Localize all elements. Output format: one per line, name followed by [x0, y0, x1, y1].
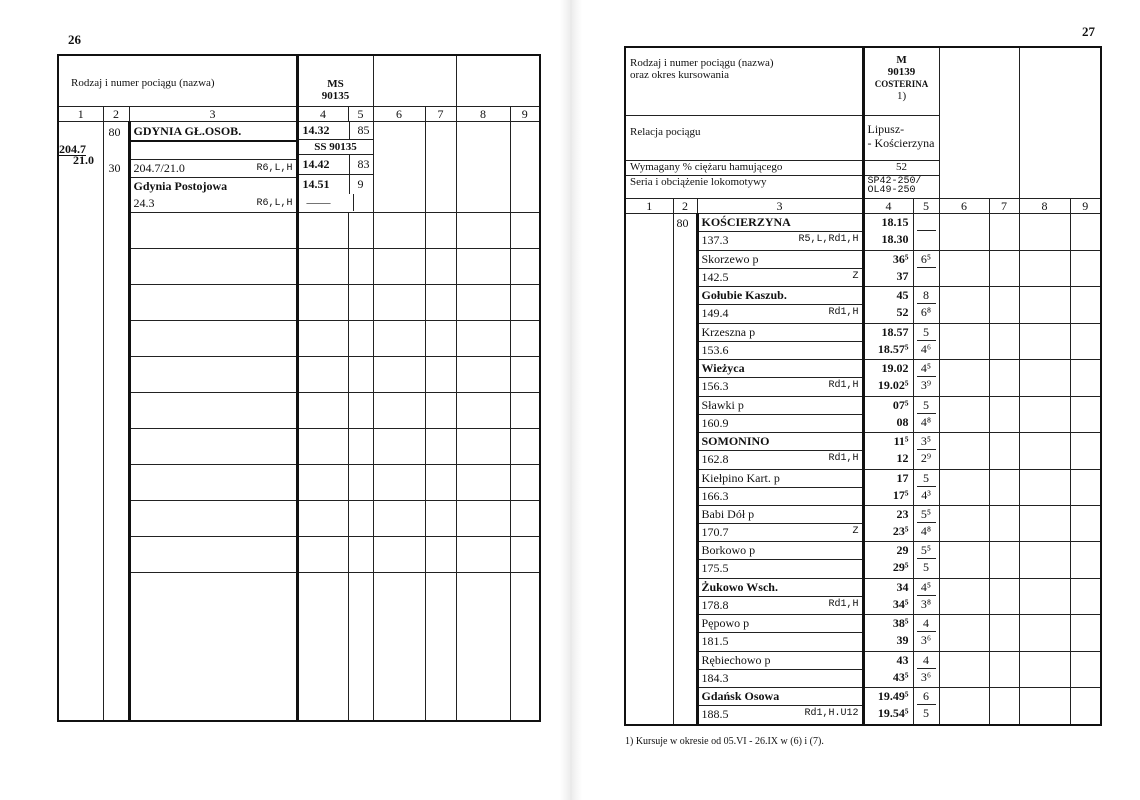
c6	[939, 506, 989, 542]
rcol-5: 5	[913, 198, 939, 214]
right-train-note: 1)	[896, 90, 907, 102]
time-cell	[863, 433, 913, 469]
col-1: 1	[58, 106, 103, 121]
station-row	[625, 250, 1101, 286]
station-km: 162.8	[701, 452, 729, 467]
left-split-km: 204.7/21.0	[133, 160, 185, 175]
c6	[939, 323, 989, 359]
station-km: 166.3	[701, 488, 729, 503]
run-cell	[913, 433, 939, 469]
page-fold	[560, 0, 582, 800]
station-codes: Rd1,H	[828, 380, 859, 392]
station-cell	[697, 396, 863, 432]
c6	[939, 214, 989, 250]
station-row	[625, 214, 1101, 250]
c6	[939, 615, 989, 651]
left-time-2: 14.42	[302, 156, 330, 171]
run-cell	[913, 469, 939, 505]
run-time: 4⁵	[920, 579, 932, 594]
rcol-8: 8	[1019, 198, 1070, 214]
c9	[1070, 214, 1101, 250]
station-cell	[697, 615, 863, 651]
station-cell	[697, 469, 863, 505]
arrival-time: 19.49⁵	[877, 689, 909, 704]
rcol-6: 6	[939, 198, 989, 214]
c6	[939, 469, 989, 505]
arrival-time: 38⁵	[892, 616, 909, 631]
station-name: Żukowo Wsch.	[699, 579, 862, 597]
station-row	[625, 323, 1101, 359]
right-header-line2: oraz okres kursowania	[630, 69, 729, 81]
station-name: Pępowo p	[699, 615, 862, 633]
c9	[1070, 323, 1101, 359]
left-dash: ——	[306, 194, 331, 209]
station-name: Borkowo p	[699, 542, 862, 560]
departure-time: 18.57⁵	[877, 341, 909, 356]
right-km-cell	[625, 214, 673, 725]
departure-time: 17⁵	[892, 487, 909, 502]
c9	[1070, 250, 1101, 286]
run-cell	[913, 506, 939, 542]
station-codes: Z	[852, 526, 859, 537]
run-time-2: 6⁸	[917, 303, 936, 320]
station-row	[625, 469, 1101, 505]
departure-time: 23⁵	[892, 524, 909, 538]
departure-time: 19.54⁵	[877, 706, 909, 721]
left-postojowa-km: 24.3	[133, 195, 155, 210]
arrival-time: 11⁵	[893, 434, 909, 449]
arrival-time: 19.02	[881, 361, 909, 376]
left-speed-1: 80	[108, 124, 121, 139]
station-row	[625, 287, 1101, 323]
col-3: 3	[129, 106, 297, 121]
run-time-2: 3⁸	[917, 595, 936, 612]
time-cell	[863, 506, 913, 542]
c7	[989, 287, 1019, 323]
arrival-time: 23	[896, 507, 909, 521]
run-time: 4	[923, 652, 930, 667]
station-codes: Rd1,H	[828, 307, 859, 319]
run-time: 5	[923, 324, 930, 339]
c6	[939, 542, 989, 578]
right-loco-line2: OL49-250	[867, 184, 916, 196]
right-train-id	[863, 47, 939, 116]
left-train-number: 90135	[321, 90, 350, 102]
station-cell	[697, 323, 863, 359]
run-time: 3⁵	[920, 434, 932, 449]
right-timetable	[624, 46, 1102, 726]
c6	[939, 360, 989, 396]
left-postojowa-codes: R6,L,H	[256, 197, 293, 209]
left-header-label: Rodzaj i numer pociągu (nazwa)	[58, 55, 297, 106]
c9	[1070, 287, 1101, 323]
run-cell	[913, 651, 939, 687]
run-time-2: 4⁸	[917, 413, 936, 430]
right-header-empty-2	[1019, 47, 1101, 198]
departure-time: 29⁵	[892, 560, 909, 575]
c7	[989, 360, 1019, 396]
left-c6	[373, 121, 425, 212]
right-loco-label: Seria i obciążenie lokomotywy	[625, 175, 863, 198]
left-timetable	[57, 54, 541, 722]
run-time-2: 5	[917, 704, 936, 721]
rcol-7: 7	[989, 198, 1019, 214]
c6	[939, 651, 989, 687]
c9	[1070, 360, 1101, 396]
run-time: 6	[923, 689, 930, 704]
station-km: 184.3	[701, 670, 729, 685]
c7	[989, 396, 1019, 432]
right-speed-cell	[673, 214, 697, 725]
station-name: Babi Dół p	[699, 506, 862, 524]
c7	[989, 506, 1019, 542]
right-relation-label: Relacja pociągu	[625, 116, 863, 161]
col-7: 7	[425, 106, 456, 121]
run-cell	[913, 323, 939, 359]
c8	[1019, 688, 1070, 725]
run-cell	[913, 360, 939, 396]
left-c9	[510, 121, 540, 212]
c9	[1070, 578, 1101, 614]
station-row	[625, 542, 1101, 578]
time-cell	[863, 578, 913, 614]
c9	[1070, 615, 1101, 651]
right-train-name: COSTERINA	[874, 79, 929, 89]
station-row	[625, 688, 1101, 725]
c7	[989, 433, 1019, 469]
c8	[1019, 506, 1070, 542]
arrival-time: 18.57	[881, 324, 909, 339]
run-time-2: 2⁹	[917, 449, 936, 466]
departure-time: 19.02⁵	[877, 378, 909, 393]
time-cell	[863, 287, 913, 323]
station-cell	[697, 651, 863, 687]
station-name: SOMONINO	[699, 433, 862, 451]
station-name: Gołubie Kaszub.	[699, 287, 862, 305]
station-row	[625, 615, 1101, 651]
station-km: 175.5	[701, 561, 729, 576]
time-cell	[863, 615, 913, 651]
c9	[1070, 651, 1101, 687]
station-name: KOŚCIERZYNA	[699, 214, 862, 232]
departure-time: 39	[896, 633, 909, 648]
time-cell	[863, 688, 913, 725]
time-cell	[863, 469, 913, 505]
station-km: 181.5	[701, 634, 729, 649]
station-km: 153.6	[701, 342, 729, 357]
left-km-bottom: 21.0	[73, 152, 94, 167]
run-time-2: 4⁸	[917, 522, 936, 539]
c9	[1070, 506, 1101, 542]
c9	[1070, 433, 1101, 469]
left-station-postojowa: Gdynia Postojowa	[131, 177, 296, 195]
station-name: Skorzewo p	[699, 251, 862, 269]
departure-time: 43⁵	[892, 669, 909, 684]
station-cell	[697, 688, 863, 725]
departure-time: 18.30	[881, 232, 909, 247]
station-codes: Rd1,H.U12	[804, 708, 859, 720]
run-time: 5⁵	[920, 507, 932, 521]
right-relation-line2: - Kościerzyna	[867, 136, 935, 151]
station-cell	[697, 506, 863, 542]
station-km: 149.4	[701, 306, 729, 321]
c6	[939, 396, 989, 432]
station-row	[625, 360, 1101, 396]
station-row	[625, 506, 1101, 542]
run-time: 5⁵	[920, 543, 932, 558]
footnote: 1) Kursuje w okresie od 05.VI - 26.IX w (6) i (7).	[625, 736, 824, 747]
station-name: Rębiechowo p	[699, 652, 862, 670]
station-km: 160.9	[701, 415, 729, 430]
left-station-gdynia: GDYNIA GŁ.OSOB.	[131, 122, 296, 142]
station-km: 156.3	[701, 379, 729, 394]
c6	[939, 688, 989, 725]
station-cell	[697, 250, 863, 286]
run-time-2: 4⁶	[917, 340, 936, 357]
c8	[1019, 578, 1070, 614]
arrival-time: 29	[896, 543, 909, 558]
right-relation-line1: Lipusz-	[867, 122, 905, 137]
station-name: Kiełpino Kart. p	[699, 470, 862, 488]
run-time-2	[917, 267, 936, 284]
run-time-2: 5	[917, 558, 936, 575]
arrival-time: 18.15	[881, 215, 909, 230]
left-postojowa-km-row	[131, 195, 296, 212]
arrival-time: 34	[896, 579, 909, 594]
right-header-label	[625, 47, 863, 116]
station-row	[625, 433, 1101, 469]
station-km: 142.5	[701, 269, 729, 284]
run-cell	[913, 578, 939, 614]
right-brake-value: 52	[863, 161, 939, 176]
right-loco-value	[863, 175, 939, 198]
station-cell	[697, 214, 863, 250]
run-cell	[913, 688, 939, 725]
run-time-2: 3⁶	[917, 631, 936, 648]
arrival-time: 17	[896, 470, 909, 485]
left-column-numbers	[58, 106, 540, 121]
c7	[989, 615, 1019, 651]
run-time	[914, 214, 939, 230]
run-time: 4⁵	[920, 361, 932, 376]
left-split-codes: R6,L,H	[256, 162, 293, 174]
left-train-type: MS	[327, 78, 344, 90]
right-speed: 80	[676, 216, 689, 231]
left-stop-3: 9	[349, 175, 373, 194]
c8	[1019, 250, 1070, 286]
time-cell	[863, 214, 913, 250]
c7	[989, 542, 1019, 578]
time-cell	[863, 250, 913, 286]
col-9: 9	[510, 106, 540, 121]
departure-time: 08	[896, 414, 909, 429]
c7	[989, 688, 1019, 725]
left-speed-2: 30	[108, 160, 121, 175]
c8	[1019, 433, 1070, 469]
run-time: 8	[923, 288, 930, 303]
station-name: Krzeszna p	[699, 324, 862, 342]
c7	[989, 578, 1019, 614]
left-station-block	[58, 121, 540, 212]
c9	[1070, 542, 1101, 578]
arrival-time: 36⁵	[892, 251, 909, 266]
station-cell	[697, 578, 863, 614]
left-km-cell	[58, 121, 103, 721]
col-6: 6	[373, 106, 425, 121]
c7	[989, 214, 1019, 250]
station-name: Gdańsk Osowa	[699, 688, 862, 706]
station-name: Wieżyca	[699, 360, 862, 378]
c9	[1070, 396, 1101, 432]
run-time: 5	[923, 397, 930, 412]
run-time-2	[917, 230, 936, 247]
left-train-id	[297, 55, 373, 106]
c9	[1070, 469, 1101, 505]
station-km: 178.8	[701, 597, 729, 612]
right-column-numbers	[625, 198, 1101, 214]
c8	[1019, 214, 1070, 250]
col-5: 5	[348, 106, 373, 121]
col-4: 4	[297, 106, 348, 121]
c8	[1019, 323, 1070, 359]
left-stations-cell	[129, 121, 297, 212]
col-2: 2	[103, 106, 129, 121]
c6	[939, 433, 989, 469]
rcol-9: 9	[1070, 198, 1101, 214]
time-cell	[863, 396, 913, 432]
run-time-2: 4³	[917, 486, 936, 503]
left-km-top: 204.7	[59, 141, 86, 156]
station-km: 137.3	[701, 233, 729, 248]
right-loco-line1: SP42-250/	[867, 175, 922, 187]
right-header-line1: Rodzaj i numer pociągu (nazwa)	[630, 57, 774, 69]
station-codes: Z	[852, 270, 859, 282]
run-cell	[913, 214, 939, 250]
run-time: 5	[923, 470, 930, 485]
run-cell	[913, 396, 939, 432]
station-cell	[697, 433, 863, 469]
col-8: 8	[456, 106, 510, 121]
time-cell	[863, 651, 913, 687]
arrival-time: 43	[896, 652, 909, 667]
station-cell	[697, 360, 863, 396]
left-train-change: SS 90135	[299, 139, 373, 155]
c8	[1019, 287, 1070, 323]
station-row	[625, 396, 1101, 432]
left-page-number: 26	[68, 32, 81, 47]
c9	[1070, 688, 1101, 725]
run-time-2: 3⁶	[917, 668, 936, 685]
run-time: 4	[923, 616, 930, 631]
right-relation-value	[863, 116, 939, 161]
arrival-time: 07⁵	[892, 397, 909, 412]
left-time-1: 14.32	[302, 122, 330, 137]
rcol-1: 1	[625, 198, 673, 214]
departure-time: 52	[896, 305, 909, 320]
left-stop-1: 85	[349, 122, 373, 139]
c8	[1019, 396, 1070, 432]
run-time: 6⁵	[920, 251, 932, 266]
c7	[989, 469, 1019, 505]
station-km: 170.7	[701, 525, 729, 539]
left-stop-2: 83	[349, 155, 373, 174]
station-codes: Rd1,H	[828, 598, 859, 610]
run-cell	[913, 287, 939, 323]
c8	[1019, 651, 1070, 687]
c8	[1019, 360, 1070, 396]
arrival-time: 45	[896, 288, 909, 303]
departure-time: 34⁵	[892, 596, 909, 611]
station-row	[625, 651, 1101, 687]
left-speed-cell	[103, 121, 129, 721]
c6	[939, 250, 989, 286]
station-cell	[697, 287, 863, 323]
rcol-4: 4	[863, 198, 913, 214]
c8	[1019, 469, 1070, 505]
run-cell	[913, 542, 939, 578]
c8	[1019, 615, 1070, 651]
rcol-2: 2	[673, 198, 697, 214]
left-header-empty-2	[456, 55, 540, 106]
station-codes: R5,L,Rd1,H	[798, 234, 859, 246]
station-name: Sławki p	[699, 397, 862, 415]
station-cell	[697, 542, 863, 578]
departure-time: 37	[896, 268, 909, 283]
c7	[989, 651, 1019, 687]
station-codes: Rd1,H	[828, 453, 859, 465]
c7	[989, 323, 1019, 359]
time-cell	[863, 323, 913, 359]
station-km: 188.5	[701, 707, 729, 722]
c6	[939, 287, 989, 323]
right-header-empty-1	[939, 47, 1019, 198]
station-row	[625, 578, 1101, 614]
rcol-3: 3	[697, 198, 863, 214]
left-time-3: 14.51	[302, 176, 330, 191]
left-header-empty-1	[373, 55, 456, 106]
left-c8	[456, 121, 510, 212]
right-page-number: 27	[1082, 24, 1095, 39]
right-train-number: 90139	[887, 66, 916, 78]
left-row-split	[131, 159, 296, 177]
right-train-type: M	[896, 54, 907, 66]
run-cell	[913, 250, 939, 286]
right-brake-label: Wymagany % ciężaru hamującego	[625, 161, 863, 176]
c7	[989, 250, 1019, 286]
run-time-2: 3⁹	[917, 376, 936, 393]
c6	[939, 578, 989, 614]
time-cell	[863, 542, 913, 578]
left-times-cell	[297, 121, 373, 212]
c8	[1019, 542, 1070, 578]
left-c7	[425, 121, 456, 212]
time-cell	[863, 360, 913, 396]
run-cell	[913, 615, 939, 651]
departure-time: 12	[896, 451, 909, 466]
